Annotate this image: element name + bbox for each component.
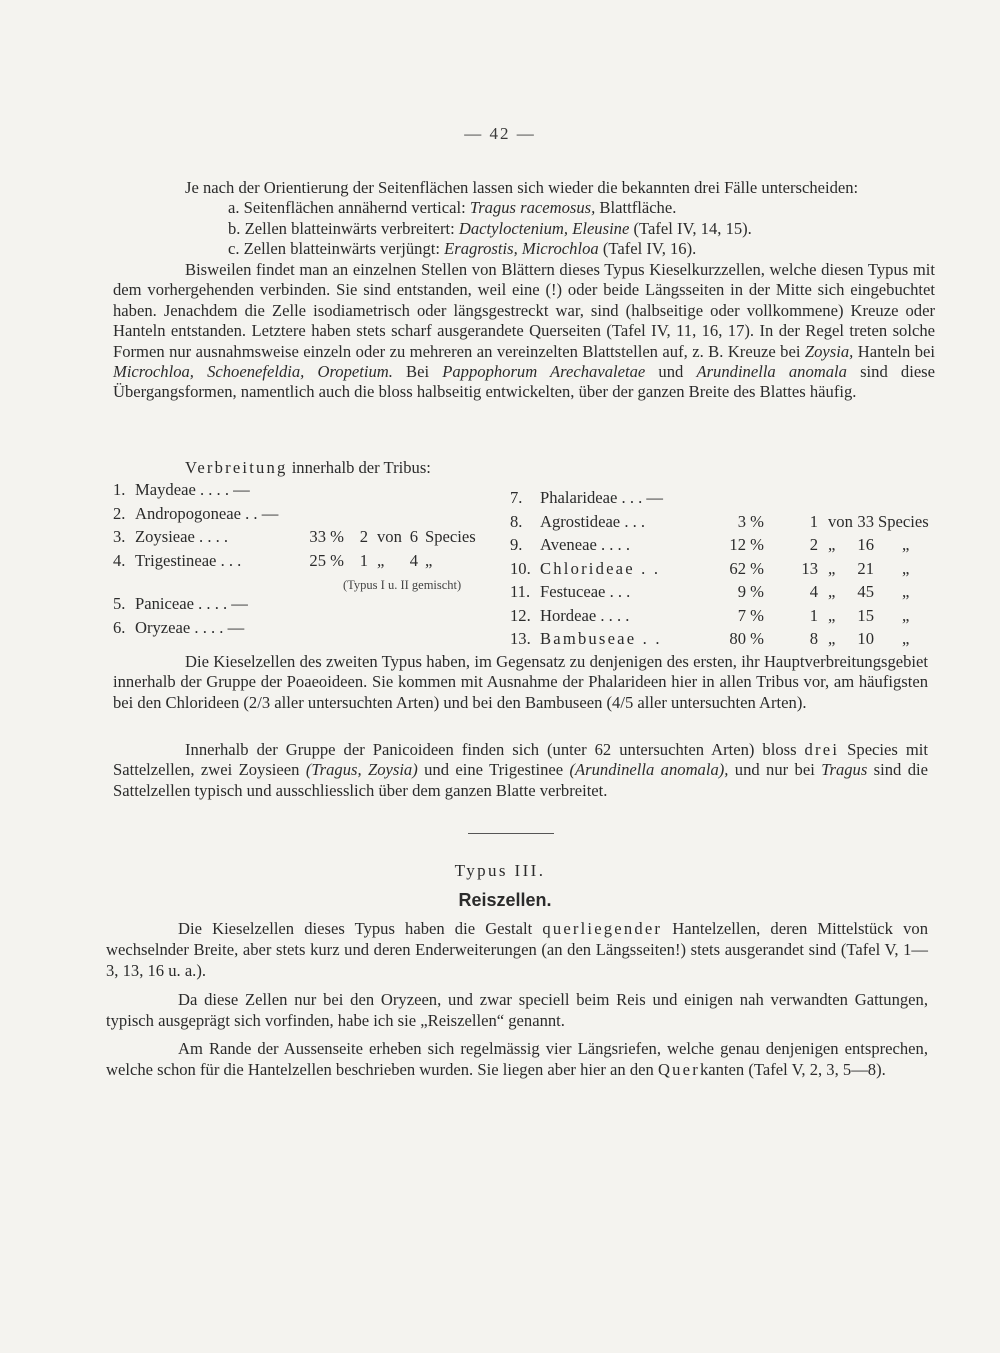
- paragraph: Die Kieselzellen dieses Typus haben die Gestalt querliegender Hantelzellen, deren Mittelstück von wechselnder Breite, aber stets kurz und deren Enderweiterungen (an den Längsseiten!) stets ausgerandet sind (Tafel V, 1—3, 13, 16 u. a.).: [106, 919, 928, 980]
- intro-line: Je nach der Orientierung der Seitenflächen lassen sich wieder die bekannten drei Fälle unterscheiden:: [185, 178, 859, 197]
- distribution-table-left: [113, 478, 493, 639]
- paragraph: Am Rande der Aussenseite erheben sich regelmässig vier Längsriefen, welche genau denjenigen entsprechen, welche schon für die Hantelzellen beschrieben wurden. Sie liegen aber hier an den Querkanten (Tafel V, 2, 3, 5—8).: [106, 1039, 928, 1079]
- table-row: 11. Festuceae . . . 9 % 4 „ 45 „: [510, 582, 910, 601]
- table-row: 3. Zoysieae . . . . 33 % 2 von 6 Species: [113, 527, 476, 546]
- page-number: — 42 —: [464, 124, 536, 143]
- table-note: (Typus I u. II gemischt): [343, 578, 462, 592]
- paragraph: Innerhalb der Gruppe der Panicoideen finden sich (unter 62 untersuchten Arten) bloss drei Species mit Sattelzellen, zwei Zoysieen (Tragus, Zoysia) und eine Trigestinee (Arundinella anomala), und nur bei Tragus sind die Sattelzellen typisch und ausschliesslich über dem ganzen Blatte verbreitet.: [113, 740, 928, 800]
- table-row: 6. Oryzeae . . . . —: [113, 617, 245, 637]
- table-row: 1. Maydeae . . . . —: [113, 480, 250, 499]
- table-row: 13. Bambuseae . . 80 % 8 „ 10 „: [510, 629, 910, 648]
- table-row: 9. Aveneae . . . . 12 % 2 „ 16 „: [510, 535, 910, 554]
- table-row: 10. Chlorideae . . 62 % 13 „ 21 „: [510, 558, 910, 578]
- table-row: 5. Paniceae . . . . —: [113, 594, 248, 613]
- list-item: a. Seitenflächen annähernd vertical: Tragus racemosus, Blattfläche.: [228, 198, 677, 218]
- distribution-table-right: [510, 486, 940, 651]
- section-title: Reiszellen.: [458, 890, 552, 910]
- section-divider: [468, 833, 554, 834]
- table-row: 12. Hordeae . . . . 7 % 1 „ 15 „: [510, 605, 910, 625]
- paragraph: Bisweilen findet man an einzelnen Stellen von Blättern dieses Typus Kieselkurzzellen, welche diesen Typus mit dem vorhergehenden verbinden. Sie sind entstanden, weil eine (!) oder beide Längsseiten in der Mitte sich eingebuchtet haben. Jenachdem die Zelle isodiametrisch oder längsgestreckt war, sind (halbseitige oder vollkommene) Kreuze oder Hanteln entstanden. Letztere haben stets scharf ausgerandete Querseiten (Tafel IV, 11, 16, 17). In der Regel treten solche Formen nur ausnahmsweise einzeln oder zu mehreren an vereinzelten Blattstellen auf, z. B. Kreuze bei Zoysia, Hanteln bei Microchloa, Schoenefeldia, Oropetium. Bei Pappophorum Arechavaletae und Arundinella anomala sind diese Übergangsformen, namentlich auch die bloss halbseitig entwickelten, über der ganzen Breite des Blattes häufig.: [113, 260, 936, 402]
- section-label: Typus III.: [454, 861, 546, 880]
- intro-block: [113, 178, 963, 260]
- table-row: 7. Phalarideae . . . —: [510, 488, 664, 507]
- paragraph: Die Kieselzellen des zweiten Typus haben, im Gegensatz zu denjenigen des ersten, ihr Hauptverbreitungsgebiet innerhalb der Gruppe der Poaeoideen. Sie kommen mit Ausnahme der Phalarideen hier in allen Tribus vor, am häufigsten bei den Chlorideen (2/3 aller untersuchten Arten) und bei den Bambuseen (4/5 aller untersuchten Arten).: [113, 652, 928, 712]
- table-row: 8. Agrostideae . . . 3 % 1 von 33 Species: [510, 511, 929, 531]
- table-row: 2. Andropogoneae . . —: [113, 503, 279, 523]
- paragraph: Da diese Zellen nur bei den Oryzeen, und zwar speciell beim Reis und einigen nah verwandten Gattungen, typisch ausgeprägt sich vorfinden, habe ich sie „Reiszellen“ genannt.: [106, 990, 928, 1030]
- table-row: 4. Trigestineae . . . 25 % 1 „ 4 „: [113, 550, 433, 570]
- distribution-heading: Verbreitung innerhalb der Tribus:: [185, 458, 431, 477]
- list-item: b. Zellen blatteinwärts verbreitert: Dactyloctenium, Eleusine (Tafel IV, 14, 15).: [228, 218, 752, 238]
- list-item: c. Zellen blatteinwärts verjüngt: Eragrostis, Microchloa (Tafel IV, 16).: [228, 239, 697, 259]
